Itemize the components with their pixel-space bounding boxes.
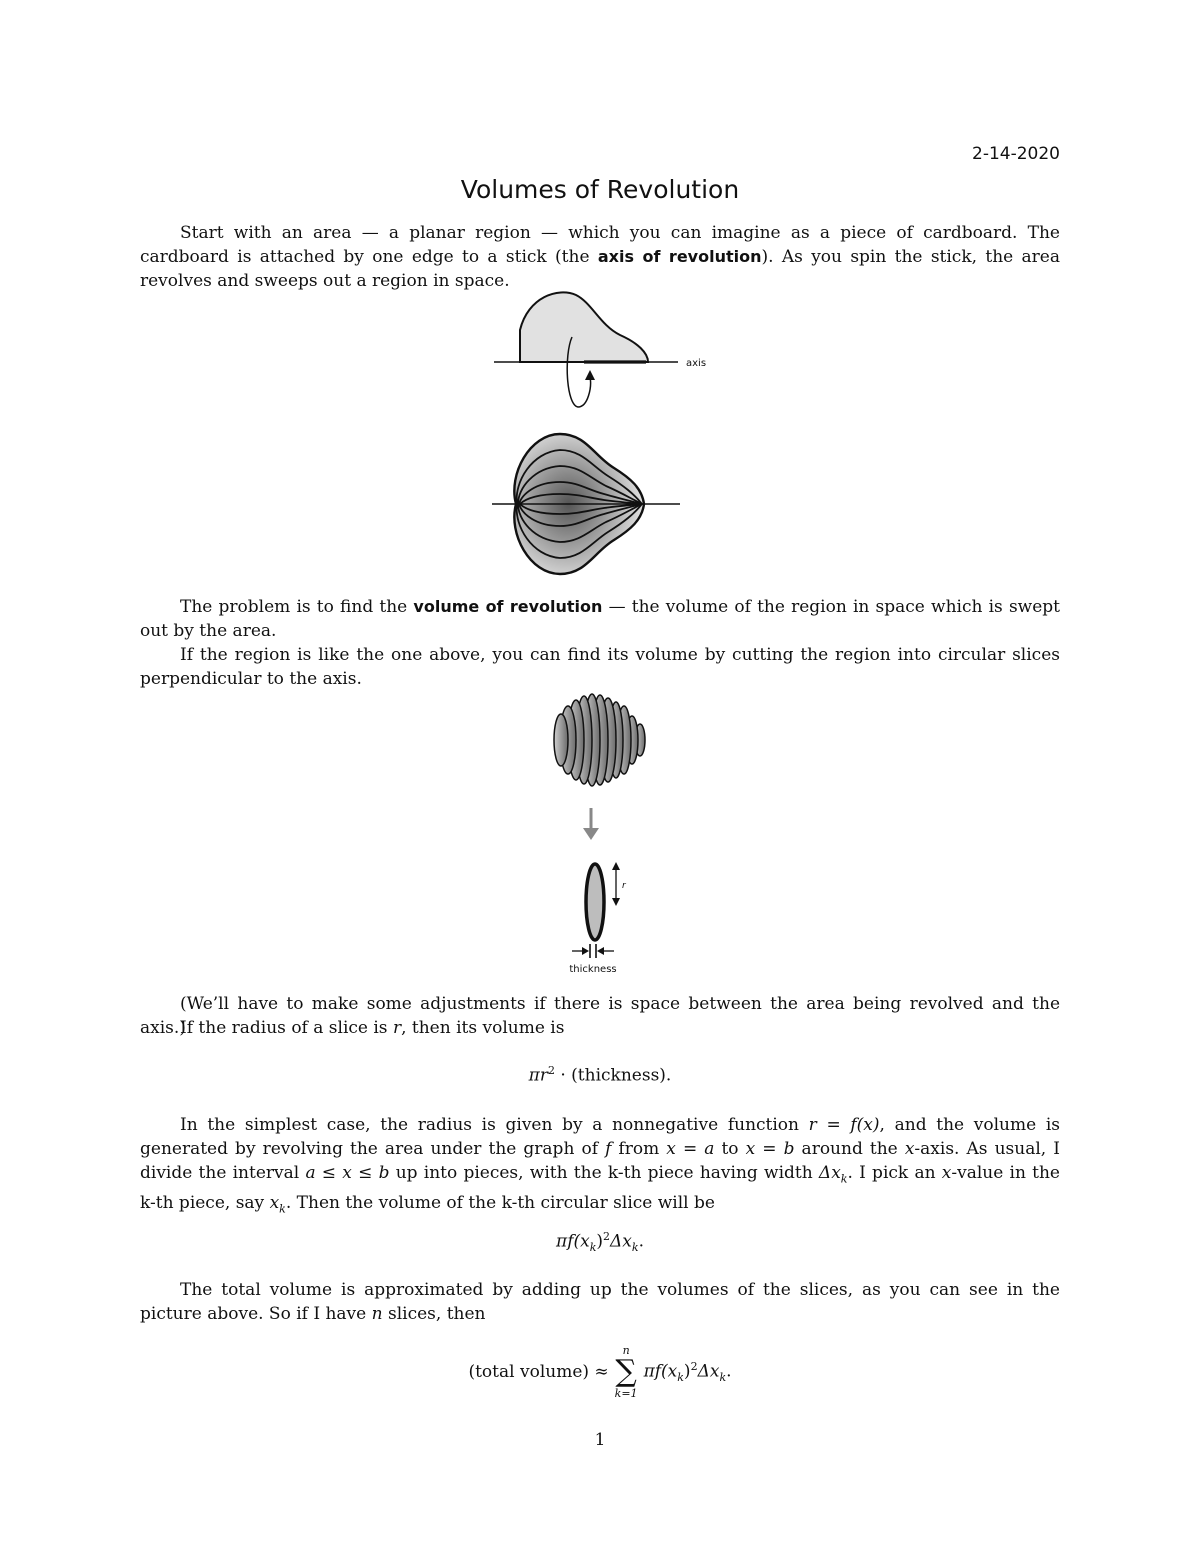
simplest-t17: -value in the k-th piece, say [140,1163,1060,1214]
simplest-t14-sub: k [840,1172,848,1186]
eq3-b: ) [683,1361,691,1382]
problem-paragraph [140,595,1060,643]
sum-upper-limit: n [622,1344,630,1357]
down-arrow-head [583,828,599,840]
eq2-sub1: k [589,1241,597,1255]
eq2-d: . [638,1231,644,1252]
simplest-t16: x [941,1163,952,1183]
eq2-b: ) [596,1231,604,1252]
problem-text-1: The problem is to find the [180,597,414,617]
total-text-1: The total volume is approximated by adding up the volumes of the slices, as you can see in the picture above. So if I have [140,1280,1060,1324]
eq3-d: . [726,1361,732,1382]
thickness-label: thickness [569,964,617,975]
simplest-t1: In the simplest case, the radius is given by a nonnegative function [180,1115,809,1135]
simplest-t18: x [269,1193,280,1214]
radius-arrowhead-bottom [612,898,620,906]
equation-total-volume [0,1345,1200,1399]
eq3-a: πf(x [643,1361,678,1382]
intro-paragraph [140,221,1060,293]
page-number: 1 [594,1430,606,1450]
radius-text-2: , then its volume is [401,1018,565,1038]
eq1-rest: · (thickness). [554,1065,672,1086]
single-slice [586,864,604,940]
radius-label: r [622,881,626,891]
eq3-c: Δx [697,1361,720,1382]
eq1-pi-r: πr [528,1065,548,1086]
simplest-t12: a ≤ x ≤ b [305,1163,390,1183]
intro-text-2: ). As you spin the stick, the area revolves and sweeps out a region in space. [140,247,1060,291]
simplest-t10: x [904,1139,915,1159]
thickness-arrowhead-left [582,947,589,955]
page-title: Volumes of Revolution [460,175,740,204]
simplest-t9: around the [794,1139,905,1159]
figure-planar-region [480,285,720,415]
radius-arrowhead-top [612,862,620,870]
summation [615,1345,638,1399]
figure-solid-of-revolution [490,428,690,580]
simplest-t13: up into pieces, with the k-th piece having width [389,1163,819,1183]
eq2-c: Δx [610,1231,632,1252]
sum-lower-limit: k=1 [614,1387,638,1400]
simplest-case-paragraph [140,1113,1060,1222]
simplest-t4: f [605,1139,612,1159]
eq1-exponent: 2 [547,1064,555,1077]
axis-label: axis [686,358,707,369]
simplest-t11: -axis. As usual, I divide the interval [140,1139,1060,1183]
thickness-arrowhead-right [597,947,604,955]
simplest-t5: from [611,1139,667,1159]
problem-text-2: — the volume of the region in space which is swept out by the area. [140,597,1060,641]
simplest-t14: Δx [818,1163,841,1183]
eq3-sub1: k [677,1371,684,1385]
simplest-t18-sub: k [279,1202,286,1216]
term-axis-of-revolution: axis of revolution [597,247,762,266]
simplest-t8: x = b [745,1139,795,1159]
sigma-symbol: ∑ [615,1354,637,1389]
simplest-t15: . I pick an [847,1163,942,1183]
sliced-solid [554,694,645,786]
simplest-t2: r = f(x) [808,1115,880,1135]
intro-text-1: Start with an area — a planar region — which you can imagine as a piece of cardboard. The cardboard is attached by one edge to a stick (the [140,223,1060,267]
slice-disk-11 [554,714,568,766]
eq3-exponent: 2 [690,1359,698,1373]
eq3-sub2: k [719,1371,727,1385]
simplest-t6: x = a [666,1139,715,1159]
equation-slice-volume [0,1064,1200,1086]
planar-region [520,292,648,362]
term-volume-of-revolution: volume of revolution [413,597,603,616]
rotation-arrowhead [585,370,595,380]
simplest-t3: , and the volume is generated by revolving the area under the graph of [140,1115,1060,1159]
simplest-t7: to [714,1139,746,1159]
date: 2-14-2020 [972,144,1060,164]
total-text-2: slices, then [382,1304,486,1324]
var-n: n [371,1304,383,1324]
eq2-exponent: 2 [603,1230,611,1243]
var-r: r [392,1018,402,1038]
simplest-t19: . Then the volume of the k-th circular slice will be [285,1193,715,1214]
eq2-sub2: k [631,1241,639,1255]
eq2-a: πf(x [556,1231,590,1252]
radius-text-1: If the radius of a slice is [180,1018,393,1038]
slicing-paragraph: If the region is like the one above, you can find its volume by cutting the region into circular slices perpendicular to the axis. [140,645,1060,689]
figure-slices [540,690,660,980]
eq3-lhs: (total volume) ≈ [468,1362,609,1382]
total-volume-paragraph [140,1278,1060,1326]
adjustment-paragraph: (We’ll have to make some adjustments if there is space between the area being revolved and the axis.) [140,994,1060,1038]
radius-paragraph [140,1016,1060,1040]
equation-kth-slice [0,1230,1200,1254]
